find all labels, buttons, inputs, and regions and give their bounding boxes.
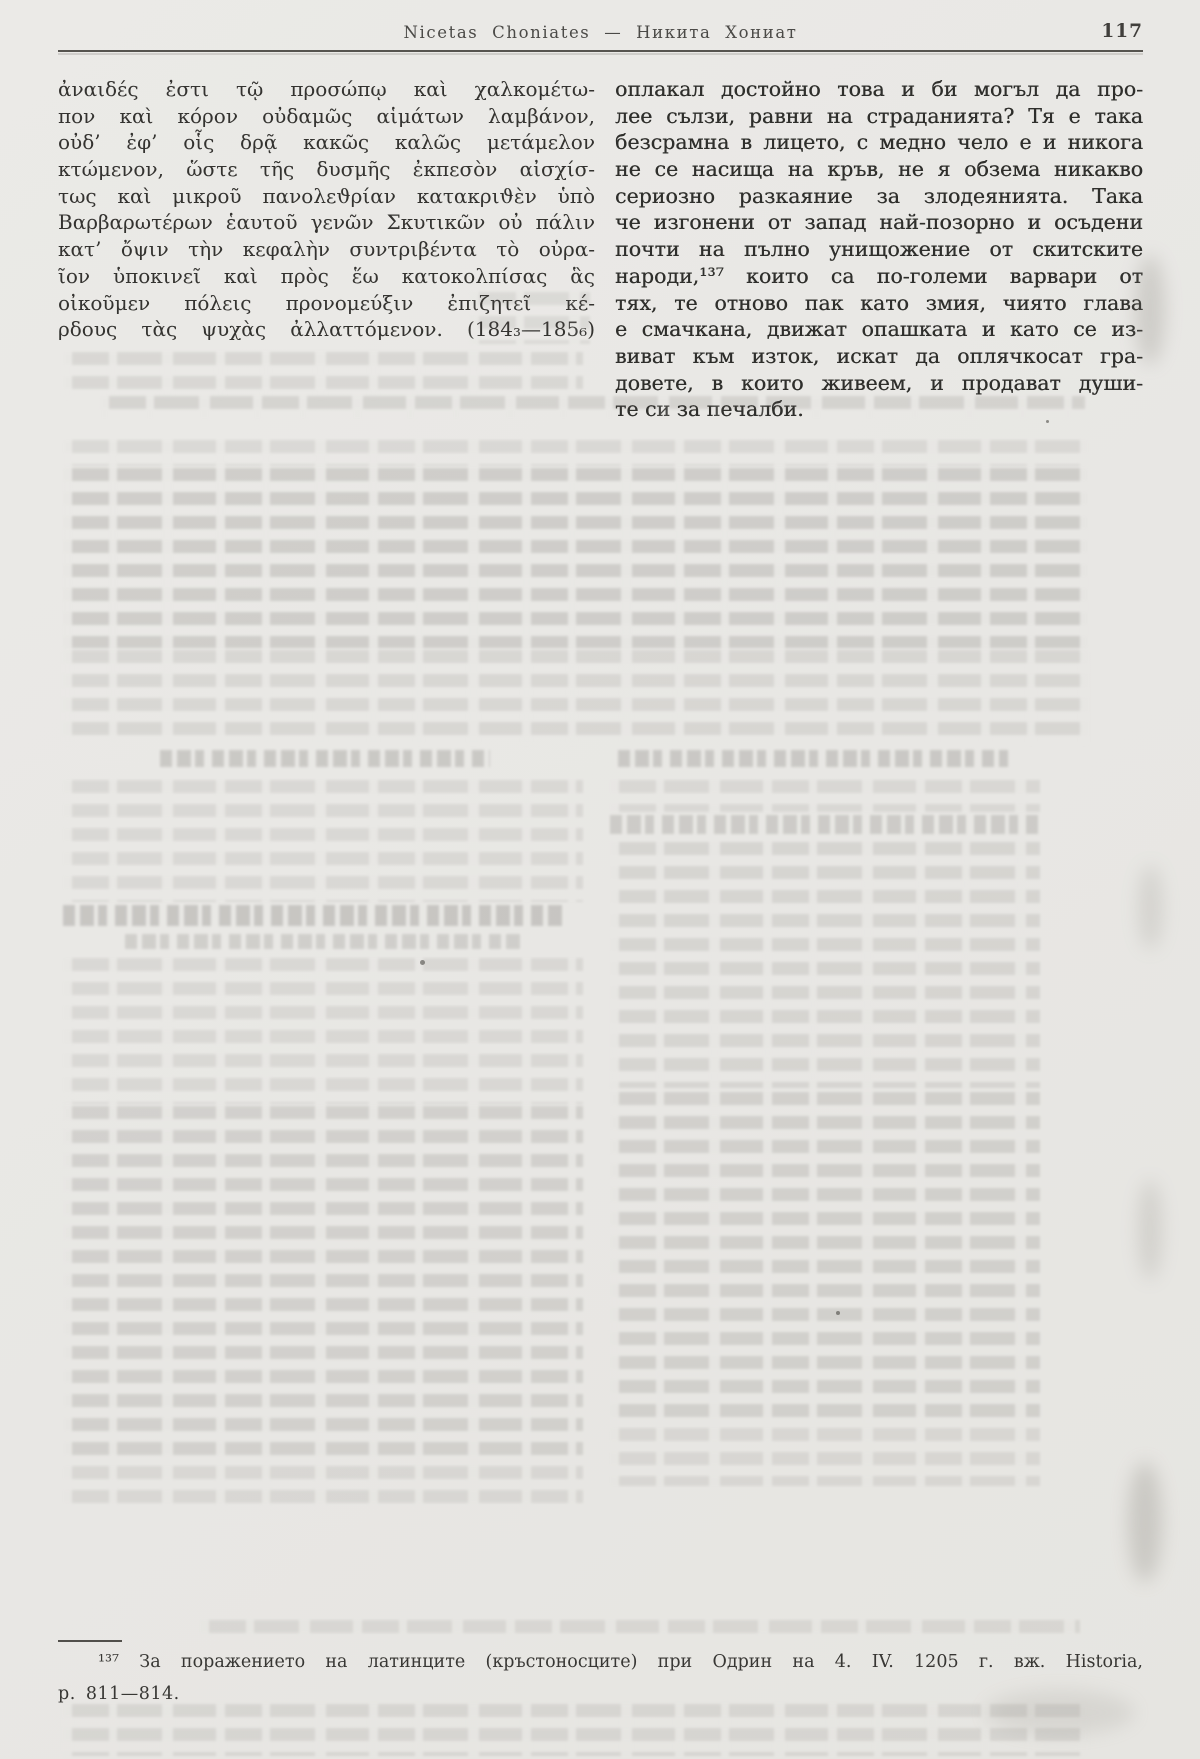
bulgarian-line-footnote-ref: народи,¹³⁷ които са по-големи варвари от: [615, 263, 1143, 288]
ghost-bleedthrough-block: [610, 780, 1040, 812]
ghost-bleedthrough-block: [610, 842, 1040, 1088]
scan-edge-smudge: [1135, 255, 1165, 365]
ghost-bleedthrough-block: [63, 650, 1088, 744]
bulgarian-line: почти на пълно унищожение от скитските: [615, 237, 1143, 262]
bulgarian-line: не се насища на кръв, не я обзема никакво: [615, 157, 1143, 182]
ghost-bleedthrough-block: [610, 1428, 1040, 1486]
scan-edge-smudge: [1138, 865, 1163, 950]
bulgarian-text-column: [615, 76, 1143, 423]
ghost-heading-bar: [125, 934, 520, 949]
ghost-bleedthrough-block: [610, 1092, 1040, 1426]
greek-line: τως καὶ μικροῦ πανολεϑρίαν κατακριϑὲν ὑπὸ: [58, 183, 595, 208]
bulgarian-line: виват към изток, искат да оплячкосат гра-: [615, 343, 1143, 368]
scan-corner-smudge: [985, 1690, 1135, 1735]
greek-line: οὐδ’ ἐφ’ οἷς δρᾷ κακῶς καλῶς μετάμελον: [58, 130, 595, 155]
footnote-text-continued: p. 811—814.: [58, 1684, 180, 1704]
bulgarian-line: лее сълзи, равни на страданията? Тя е така: [615, 103, 1143, 128]
paper-speck: [836, 1311, 840, 1315]
greek-line: ἀναιδές ἐστι τῷ προσώπῳ καὶ χαλκομέτω-: [58, 77, 595, 101]
greek-line: κατ’ ὄψιν τὴν κεφαλὴν συντριβέντα τὸ οὐρα-: [58, 237, 595, 262]
bulgarian-line: оплакал достойно това и би могъл да про-: [615, 77, 1143, 101]
ghost-bleedthrough-block: [63, 352, 583, 398]
greek-line: οἰκοῦμεν πόλεις προνομεύξιν ἐπιζητεῖ κέ-: [58, 290, 595, 315]
ghost-bleedthrough-block: [63, 780, 583, 902]
footnote-text: ¹³⁷ За поражението на латинците (кръстоносците) при Одрин на 4. IV. 1205 г. вж. Historia,: [98, 1652, 1143, 1672]
greek-line: Βαρβαρωτέρων ἑαυτοῦ γενῶν Σκυτικῶν οὐ πάλιν: [58, 210, 595, 235]
paper-speck: [420, 960, 425, 965]
ghost-bleedthrough-block: [63, 468, 1088, 648]
greek-line: κτώμενον, ὥστε τῆς δυσμῆς ἐκπεσὸν αἰσχίσ-: [58, 157, 595, 182]
bulgarian-line: че изгонени от запад най-позорно и осъдени: [615, 210, 1143, 235]
ghost-heading-bar: [63, 905, 563, 926]
ghost-bleedthrough-block: [63, 1466, 583, 1510]
bulgarian-line: е смачкана, движат опашката и като се из-: [615, 317, 1143, 342]
ghost-bleedthrough-block: [63, 1106, 583, 1464]
footnote-separator-rule: [58, 1640, 122, 1642]
ghost-bleedthrough-block: [200, 1620, 1080, 1644]
header-rule: [58, 50, 1143, 52]
running-header-title: Nicetas Choniates — Никита Хониат: [403, 23, 798, 42]
bulgarian-line: сериозно разкаяние за злодеянията. Така: [615, 183, 1143, 208]
scan-edge-smudge: [1138, 1180, 1162, 1280]
bulgarian-line: те си за печалби.: [615, 397, 804, 422]
page-number: 117: [1101, 21, 1143, 42]
bulgarian-line: довете, в които живеем, и продават души-: [615, 370, 1143, 395]
ghost-heading-bar: [610, 815, 1040, 834]
ghost-bleedthrough-block: [63, 1704, 1088, 1756]
scan-edge-smudge: [1128, 1462, 1162, 1582]
bulgarian-line: безсрамна в лицето, с медно чело е и никога: [615, 130, 1143, 155]
greek-line-citation: ρδους τὰς ψυχὰς ἀλλαττόμενον. (184₃—185₆): [58, 317, 595, 342]
ghost-bleedthrough-block: [63, 440, 1088, 466]
greek-line: ῖον ὑποκινεῖ καὶ πρὸς ἕω κατοκολπίσας ἃς: [58, 263, 595, 288]
ghost-bleedthrough-block: [63, 958, 583, 1104]
ghost-heading-bar: [618, 750, 1008, 767]
greek-line: πον καὶ κόρον οὐδαμῶς αἱμάτων λαμβάνον,: [58, 103, 595, 128]
bulgarian-line: тях, те отново пак като змия, чиято глава: [615, 290, 1143, 315]
ghost-heading-bar: [160, 750, 490, 767]
greek-text-column: [58, 76, 595, 343]
paper-speck: [1046, 420, 1049, 423]
